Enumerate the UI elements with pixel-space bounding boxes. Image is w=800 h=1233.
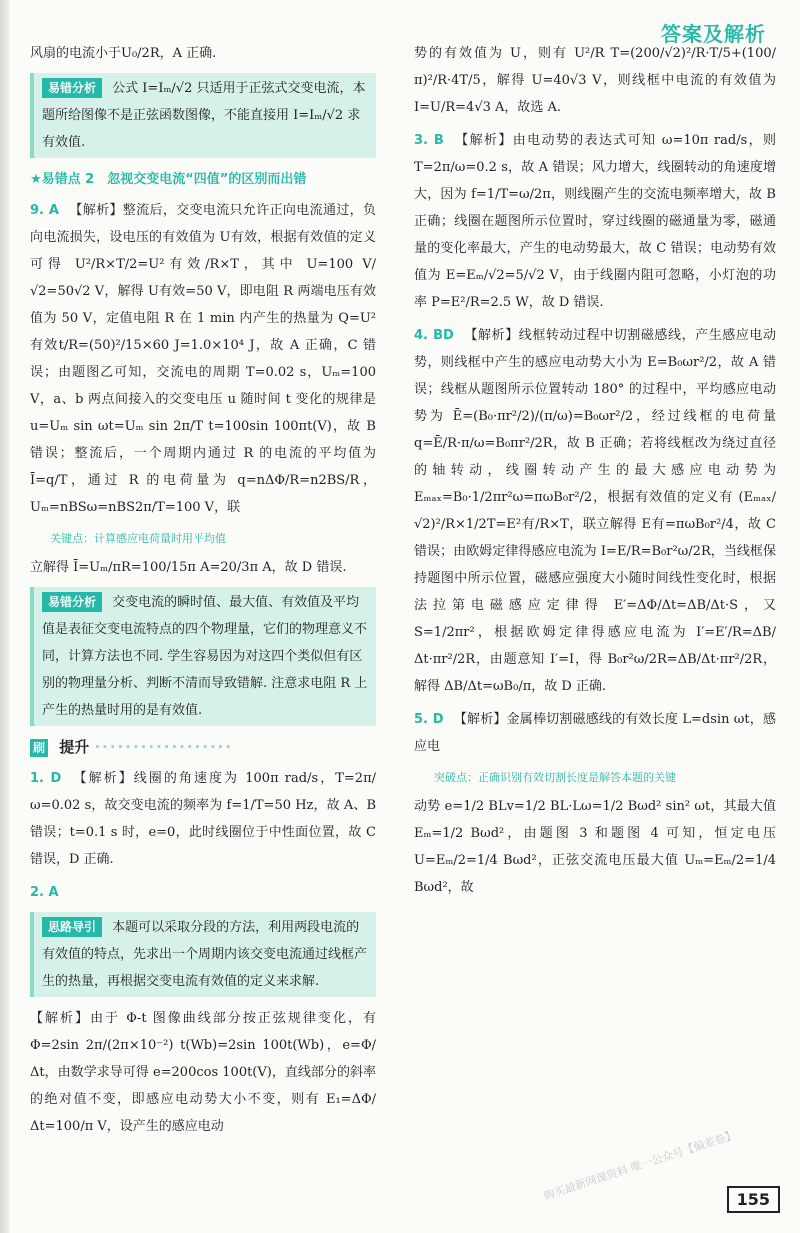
answer-text: 【解析】线圈的角速度为 100π rad/s，T=2π/ω=0.02 s，故交变电流的频率为 f=1/T=50 Hz，故 A、B 错误；t=0.1 s 时，e=0，此时线圈位于中性面位置，故 C 错误，D 正确. [30, 771, 376, 867]
paragraph: 立解得 Ī=Uₘ/πR=100/15π A=20/3π A，故 D 错误. [30, 560, 347, 575]
paragraph: 风扇的电流小于U₀/2R，A 正确. [30, 46, 217, 61]
idea-guide-box [30, 912, 376, 997]
upgrade-heading [30, 734, 376, 761]
error-analysis-box [30, 73, 376, 158]
key-point-note: 关键点：计算感应电荷量时用平均值 [50, 532, 226, 545]
page-edge [0, 0, 10, 1233]
answer-5 [414, 706, 776, 760]
box-label: 思路导引 [42, 917, 102, 937]
watermark: 购买最新网课资料 唯一公众号【偏差卷】 [541, 1128, 738, 1203]
answer-number: 5. D [414, 712, 444, 727]
brush-icon: 刷 [30, 739, 48, 757]
answer-text: 【解析】金属棒切割磁感线的有效长度 L=dsin ωt，感应电 [414, 712, 776, 754]
answer-text: 【解析】线框转动过程中切割磁感线，产生感应电动势，则线框中产生的感应电动势大小为 E=B₀ωr²/2，故 A 错误；线框从题图所示位置转动 180° 的过程中，平均感应电动势为 Ē=(B₀·πr²/2)/(π/ω)=B₀ωr²/2，经过线框的电荷量 q=Ē/R·π/ω=B₀πr²/2R，故 B 正确；若将线框改为绕过直径的轴转动，线圈转动产生的最大感应电动势为 Eₘₐₓ=B₀·1/2πr²ω=πωB₀r²/2，根据有效值的定义有 (Eₘₐₓ/√2)²/R×1/2T=E²有/R×T，联立解得 E有=πωB₀r²/4，故 C 错误；由欧姆定律得感应电流为 I=E/R=B₀r²ω/2R，当线框保持题图中所示位置，磁感应强度大小随时间线性变化时，根据法拉第电磁感应定律得 E′=ΔΦ/Δt=ΔB/Δt·S，又 S=1/2πr²，根据欧姆定律得感应电流为 I′=E′/R=ΔB/Δt·πr²/2R，由题意知 I′=I，得 B₀r²ω/2R=ΔB/Δt·πr²/2R，解得 ΔB/Δt=ωB₀/π，故 D 正确. [414, 328, 776, 694]
left-column [30, 40, 376, 1146]
answer-number: 3. B [414, 133, 444, 148]
error-analysis-box [30, 587, 376, 726]
answer-number: 4. BD [414, 328, 454, 343]
box-label: 易错分析 [42, 78, 102, 98]
box-label: 易错分析 [42, 592, 102, 612]
page-number: 155 [727, 1186, 780, 1213]
breakthrough-note: 突破点：正确识别有效切割长度是解答本题的关键 [434, 771, 676, 784]
answer-3 [414, 127, 776, 316]
answer-text: 【解析】整流后，交变电流只允许正向电流通过，负向电流损失，设电压的有效值为 U有效，根据有效值的定义可得 U²/R×T/2=U²有效/R×T，其中 U=100 V/√2=50√2 V，解得 U有效=50 V，即电阻 R 两端电压有效值为 50 V，定值电阻 R 在 1 min 内产生的热量为 Q=U²有效t/R=(50)²/15×60 J=1.0×10⁴ J，故 A 正确，C 错误；由题图乙可知，交流电的周期 T=0.02 s，Uₘ=100 V，a、b 两点间接入的交变电压 u 随时间 t 变化的规律是 u=Uₘ sin ωt=Uₘ sin 2π/T t=100sin 100πt(V)，故 B 错误；整流后，一个周期内通过 R 的电流的平均值为 Ī=q/T，通过 R 的电荷量为 q=nΔΦ/R=n2BS/R，Uₘ=nBSω=nBS2π/T=100 V，联 [30, 203, 376, 515]
page-header: 答案及解析 [661, 22, 766, 46]
answer-text: 【解析】由电动势的表达式可知 ω=10π rad/s，则 T=2π/ω=0.2 s，故 A 错误；风力增大，线圈转动的角速度增大，因为 f=1/T=ω/2π，则线圈产生的交流电频率增大，故 B 正确；线圈在题图所示位置时，穿过线圈的磁通量为零，磁通量的变化率最大，产生的电动势最大，故 C 错误；电动势有效值为 E=Eₘ/√2=5/√2 V，由于线圈内阻可忽略，小灯泡的功率 P=E²/R=2.5 W，故 D 错误. [414, 133, 776, 310]
right-column [414, 40, 776, 907]
answer-number: 9. A [30, 203, 59, 218]
paragraph: 势的有效值为 U，则有 U²/R T=(200/√2)²/R·T/5+(100/π)²/R·4T/5，解得 U=40√3 V，则线框中电流的有效值为 I=U/R=4√3 A，故选 A. [414, 46, 776, 115]
paragraph: 【解析】由于 Φ-t 图像曲线部分按正弦规律变化，有 Φ=2sin 2π/(2π×10⁻²) t(Wb)=2sin 100t(Wb)，e=Φ/Δt，由数学求导可得 e=200cos 100t(V)，直线部分的斜率的绝对值不变，即感应电动势大小不变，则有 E₁=ΔΦ/Δt=100/π V，设产生的感应电动 [30, 1011, 376, 1134]
paragraph: 动势 e=1/2 BLv=1/2 BL·Lω=1/2 Bωd² sin² ωt，其最大值 Eₘ=1/2 Bωd²，由题图 3 和题图 4 可知，恒定电压 U=Eₘ/2=1/4 Bωd²，正弦交流电压最大值 Uₘ=Eₘ/2=1/4 Bωd²，故 [414, 799, 776, 895]
box-text: 本题可以采取分段的方法，利用两段电流的有效值的特点，先求出一个周期内该交变电流通过线框产生的热量，再根据交变电流有效值的定义来求解. [42, 920, 368, 989]
answer-number: 2. A [30, 885, 59, 900]
answer-9 [30, 197, 376, 521]
box-text: 交变电流的瞬时值、最大值、有效值及平均值是表征交变电流特点的四个物理量，它们的物理意义不同，计算方法也不同. 学生容易因为对这四个类似但有区别的物理量分析、判断不清而导致错解. 注意求电阻 R 上产生的热量时用的是有效值. [42, 595, 368, 718]
section-title: ★易错点 2 忽视交变电流“四值”的区别而出错 [30, 172, 307, 187]
answer-2 [30, 879, 376, 906]
divider-dots: ·················· [94, 738, 234, 756]
answer-4 [414, 322, 776, 700]
answer-1 [30, 765, 376, 873]
answer-number: 1. D [30, 771, 62, 786]
box-text: 公式 I=Iₘ/√2 只适用于正弦式交变电流，本题所给图像不是正弦函数图像，不能直接用 I=Iₘ/√2 求有效值. [42, 81, 366, 150]
upgrade-label: 提升 [59, 738, 90, 756]
